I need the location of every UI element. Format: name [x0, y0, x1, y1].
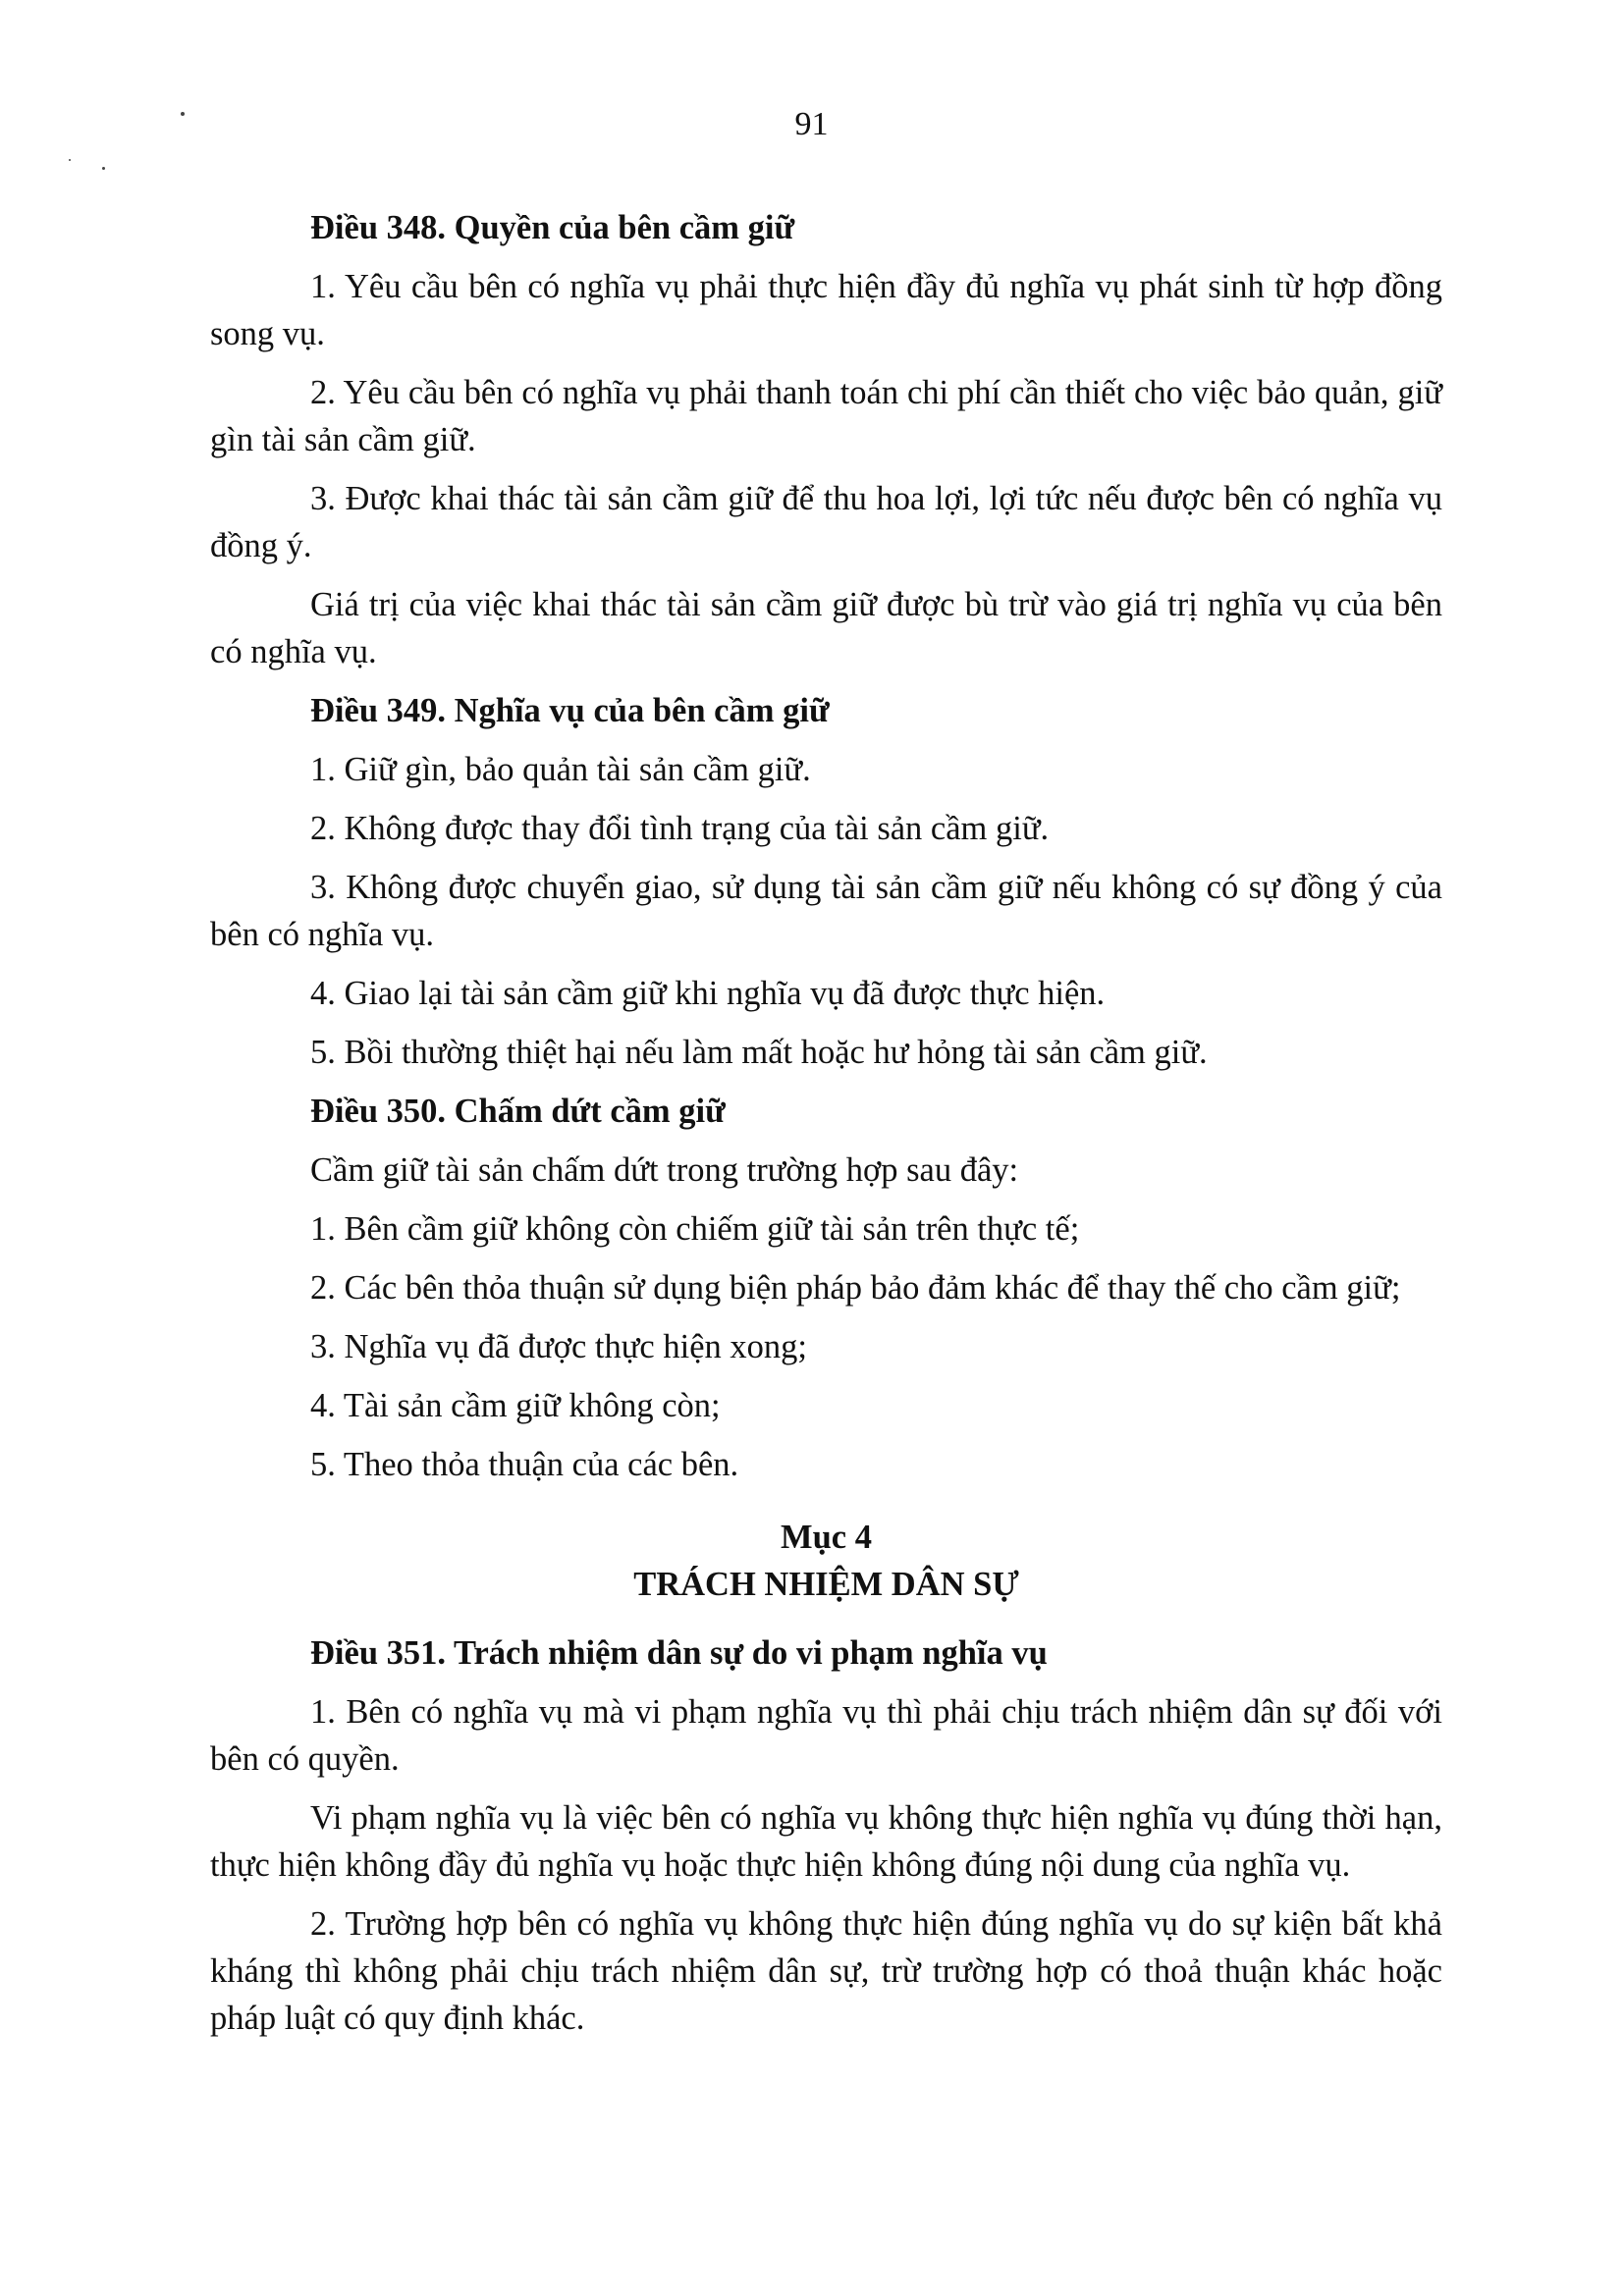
paragraph: 1. Giữ gìn, bảo quản tài sản cầm giữ.	[310, 751, 811, 788]
paragraph: 3. Nghĩa vụ đã được thực hiện xong;	[310, 1328, 807, 1365]
paragraph: Giá trị của việc khai thác tài sản cầm giữ được bù trừ vào giá trị nghĩa vụ của bên có nghĩa vụ.	[210, 586, 1442, 670]
paragraph: 1. Yêu cầu bên có nghĩa vụ phải thực hiện đầy đủ nghĩa vụ phát sinh từ hợp đồng song vụ.	[210, 268, 1442, 352]
page-number: 91	[794, 106, 829, 142]
paragraph: 1. Bên có nghĩa vụ mà vi phạm nghĩa vụ thì phải chịu trách nhiệm dân sự đối với bên có quyền.	[210, 1693, 1442, 1778]
paragraph: 4. Giao lại tài sản cầm giữ khi nghĩa vụ đã được thực hiện.	[310, 975, 1106, 1012]
article-heading: Điều 349. Nghĩa vụ của bên cầm giữ	[310, 692, 830, 729]
article-heading: Điều 348. Quyền của bên cầm giữ	[310, 209, 795, 246]
article-heading: Điều 350. Chấm dứt cầm giữ	[310, 1093, 726, 1130]
paragraph: 5. Theo thỏa thuận của các bên.	[310, 1446, 739, 1483]
scan-speck	[102, 167, 105, 170]
paragraph: 1. Bên cầm giữ không còn chiếm giữ tài sản trên thực tế;	[310, 1210, 1080, 1248]
paragraph: 3. Được khai thác tài sản cầm giữ để thu hoa lợi, lợi tức nếu được bên có nghĩa vụ đồng ý.	[210, 480, 1442, 564]
section-title: TRÁCH NHIỆM DÂN SỰ	[633, 1566, 1019, 1603]
document-body	[210, 204, 1442, 2054]
paragraph: 2. Yêu cầu bên có nghĩa vụ phải thanh toán chi phí cần thiết cho việc bảo quản, giữ gìn tài sản cầm giữ.	[210, 374, 1442, 458]
paragraph: 3. Không được chuyển giao, sử dụng tài sản cầm giữ nếu không có sự đồng ý của bên có nghĩa vụ.	[210, 869, 1442, 953]
section-title: Mục 4	[781, 1519, 872, 1556]
paragraph: 2. Trường hợp bên có nghĩa vụ không thực hiện đúng nghĩa vụ do sự kiện bất khả kháng thì không phải chịu trách nhiệm dân sự, trừ trường hợp có thoả thuận khác hoặc pháp luật có quy định khác.	[210, 1905, 1442, 2037]
paragraph: 2. Không được thay đổi tình trạng của tài sản cầm giữ.	[310, 810, 1050, 847]
paragraph: 4. Tài sản cầm giữ không còn;	[310, 1387, 721, 1424]
paragraph: Vi phạm nghĩa vụ là việc bên có nghĩa vụ không thực hiện nghĩa vụ đúng thời hạn, thực hiện không đầy đủ nghĩa vụ hoặc thực hiện không đúng nội dung của nghĩa vụ.	[210, 1799, 1442, 1884]
paragraph: 2. Các bên thỏa thuận sử dụng biện pháp bảo đảm khác để thay thế cho cầm giữ;	[310, 1269, 1401, 1307]
article-heading: Điều 351. Trách nhiệm dân sự do vi phạm nghĩa vụ	[310, 1634, 1048, 1672]
scan-speck	[69, 159, 71, 161]
paragraph: Cầm giữ tài sản chấm dứt trong trường hợp sau đây:	[310, 1151, 1019, 1189]
paragraph: 5. Bồi thường thiệt hại nếu làm mất hoặc hư hỏng tài sản cầm giữ.	[310, 1034, 1208, 1071]
